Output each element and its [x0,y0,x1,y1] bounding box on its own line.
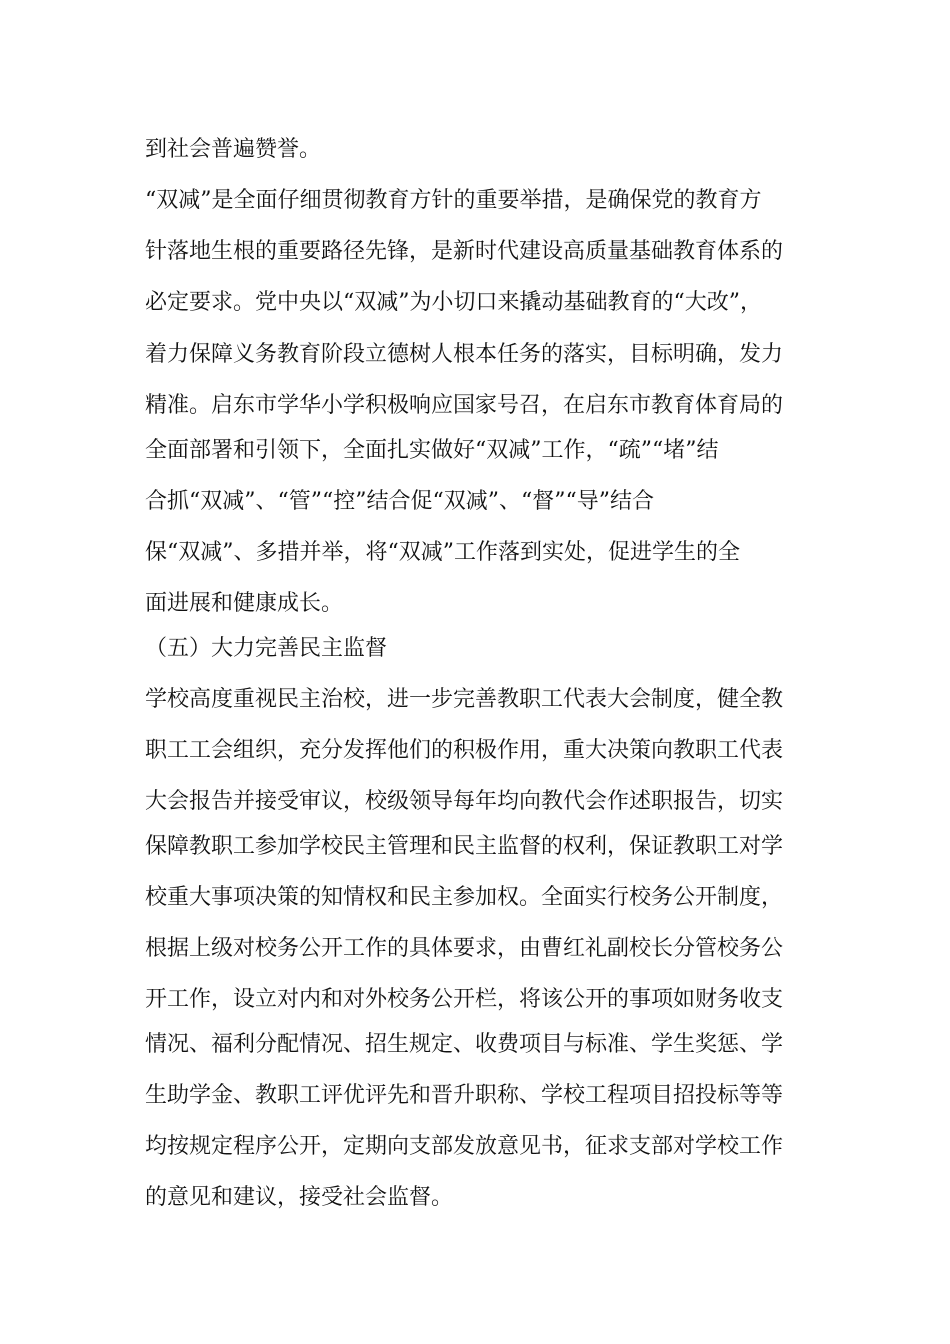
paragraph-line: “双减”是全面仔细贯彻教育方针的重要举措，是确保党的教育方 [145,188,762,213]
paragraph-line: 生助学金、教职工评优评先和晋升职称、学校工程项目招投标等等 [145,1083,784,1108]
paragraph-line: 合抓“双减”、“管”“控”结合促“双减”、“督”“导”结合 [145,489,654,514]
paragraph-line: 全面部署和引领下，全面扎实做好“双减”工作，“疏”“堵”结 [145,438,719,463]
paragraph-line: 根据上级对校务公开工作的具体要求，由曹红礼副校长分管校务公 [145,936,784,961]
paragraph-line: 保障教职工参加学校民主管理和民主监督的权利，保证教职工对学 [145,834,784,859]
paragraph-line: 均按规定程序公开，定期向支部发放意见书，征求支部对学校工作 [145,1134,784,1159]
paragraph-line: 的意见和建议，接受社会监督。 [145,1185,454,1210]
paragraph-line: 着力保障义务教育阶段立德树人根本任务的落实，目标明确，发力 [145,342,784,367]
paragraph-line: 面进展和健康成长。 [145,591,344,616]
paragraph-line: 到社会普遍赞誉。 [145,137,322,162]
paragraph-line: 情况、福利分配情况、招生规定、收费项目与标准、学生奖惩、学 [145,1032,784,1057]
paragraph-line: 学校高度重视民主治校，进一步完善教职工代表大会制度，健全教 [145,687,784,712]
section-heading: （五）大力完善民主监督 [145,636,388,661]
paragraph-line: 必定要求。党中央以“双减”为小切口来撬动基础教育的“大改”， [145,290,762,315]
paragraph-line: 校重大事项决策的知情权和民主参加权。全面实行校务公开制度， [145,885,784,910]
paragraph-line: 针落地生根的重要路径先锋，是新时代建设高质量基础教育体系的 [145,239,784,264]
paragraph-line: 大会报告并接受审议，校级领导每年均向教代会作述职报告，切实 [145,789,784,814]
paragraph-line: 开工作，设立对内和对外校务公开栏，将该公开的事项如财务收支 [145,987,784,1012]
paragraph-line: 职工工会组织，充分发挥他们的积极作用，重大决策向教职工代表 [145,738,784,763]
paragraph-line: 保“双减”、多措并举，将“双减”工作落到实处，促进学生的全 [145,540,740,565]
paragraph-line: 精准。启东市学华小学积极响应国家号召，在启东市教育体育局的 [145,393,784,418]
